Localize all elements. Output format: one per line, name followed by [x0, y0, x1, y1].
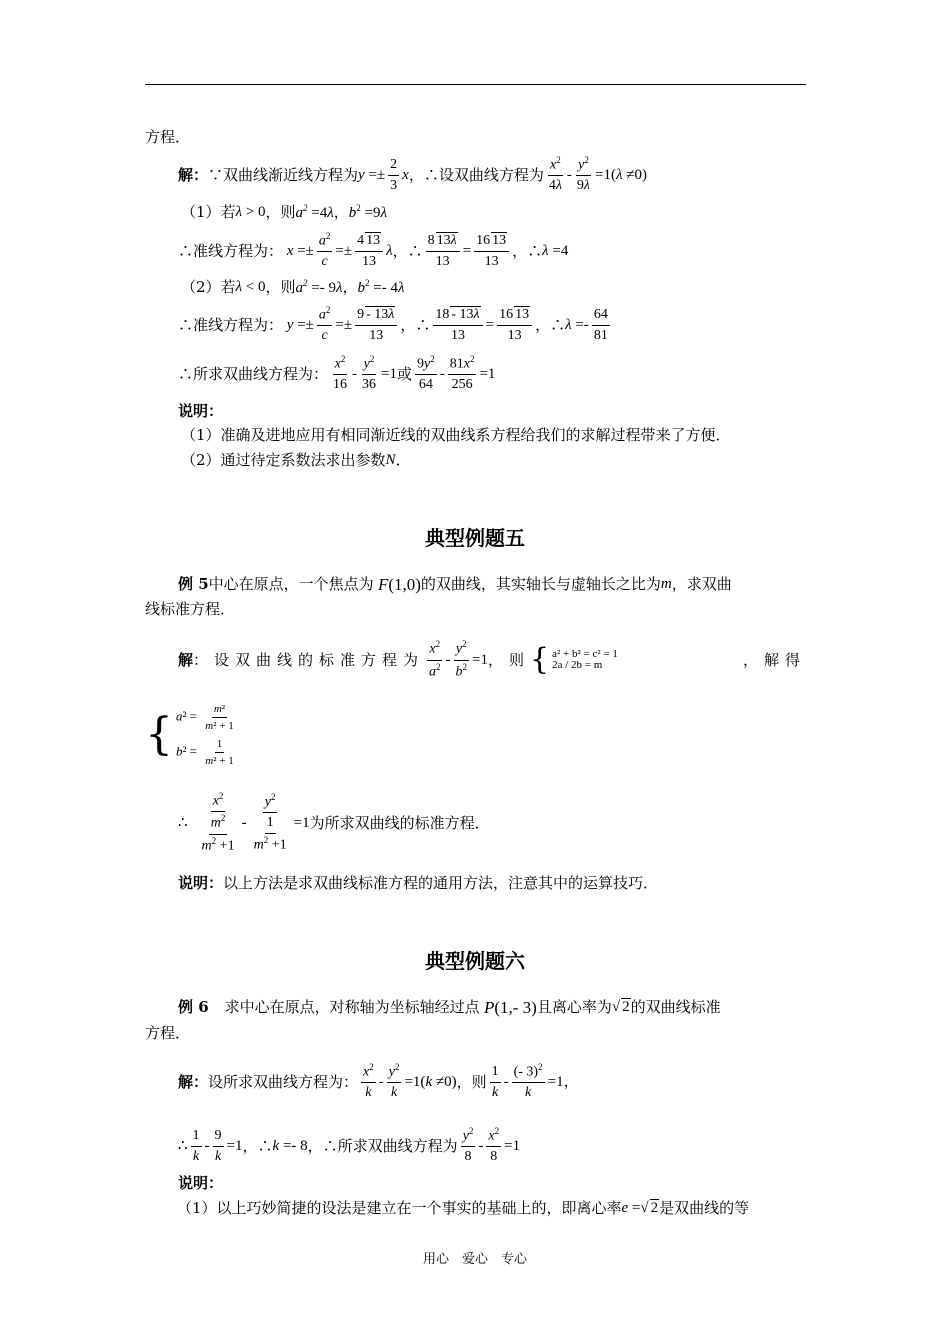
- math-expr: x: [283, 242, 294, 259]
- answer-line: ∴所求双曲线方程为： $x^2$ 16 - $\frac{y^2}{36}$ =1 或 $9y^2$ 64 - $\frac{81x^2}{256}$ =1: [178, 354, 496, 393]
- fraction: $\frac{18 - 13\lambda}{13}$: [433, 307, 482, 343]
- equation-system-line: [145, 702, 806, 768]
- conclusion-line: ∴ $x^2$ $\frac{m^2}{m^2 +1}$ - $\frac{y^2}{\frac{1}{m^2 +1}}$ =1 为所求双曲线的标准方程．: [178, 791, 490, 854]
- fraction: $\frac{a^2}{c}$: [318, 231, 331, 270]
- problem-line: [145, 1018, 806, 1048]
- paragraph-text: 以上方法是求双曲线标准方程的通用方法，注意其中的运算技巧．: [223, 873, 659, 892]
- paragraph-text: 的双曲线标准: [630, 997, 721, 1016]
- fraction: $\frac{y^2}{b^2}$: [455, 639, 468, 680]
- fraction: $x^2$ 4λ: [548, 155, 562, 194]
- note-line: [145, 868, 806, 898]
- problem-line: [145, 594, 806, 624]
- math-expr: P: [479, 997, 495, 1017]
- solution-line: 解 ：设双曲线的标准方程为 $x^2$ $a^2$ - $\frac{y^2}{b^2}$ =1 ，则 { a² + b² = c² = 1 2a / 2b = m ，解得: [178, 639, 806, 680]
- solution-label: 解: [178, 650, 194, 669]
- equation-system: { a² + b² = c² = 1 2a / 2b = m: [530, 642, 618, 677]
- paragraph-text: 线标准方程．: [145, 599, 236, 618]
- fraction: $\frac{9}{k}$: [214, 1128, 222, 1164]
- fraction: $9y^2$ 64: [417, 354, 435, 393]
- math-expr: m: [660, 575, 672, 592]
- fraction: $\frac{(- 3)^2}{k}$: [513, 1062, 543, 1101]
- math-expr: e: [621, 1199, 629, 1216]
- paragraph-text: ∵双曲线渐近线方程为: [208, 165, 359, 184]
- math-expr: $a^2$: [295, 277, 308, 296]
- solution-line: 解： ∵双曲线渐近线方程为 y =± $\frac{2}{3}$ x ，∴设双曲线方程为 $x^2$ 4λ - $\frac{y^2}{9\lambda}$ =1(λ ≠0): [178, 155, 647, 194]
- fraction: $x^2$ $\frac{m^2}{m^2 +1}$: [201, 791, 235, 854]
- paragraph-text: 求中心在原点，对称轴为坐标轴经过点: [224, 997, 480, 1016]
- therefore-symbol: ∴: [178, 814, 188, 831]
- paragraph-text: ∴所求双曲线方程为：: [178, 364, 329, 383]
- fraction: $\frac{81x^2}{256}$: [449, 354, 475, 393]
- fraction: $\frac{8 13\lambda}{13}$: [426, 233, 460, 269]
- note-label: 说明：: [178, 1173, 224, 1192]
- fraction: $\frac{a^2}{c}$: [318, 305, 331, 344]
- math-expr: λ: [235, 278, 243, 295]
- paragraph-text: ，∴所求双曲线方程为: [307, 1136, 458, 1155]
- fraction: $x^2$ $a^2$: [429, 639, 441, 680]
- case-line: （2）若 λ < 0 ，则 $a^2$ =- 9λ，$b^2 =- 4\lambda$: [181, 277, 405, 296]
- note-label: 说明：: [178, 873, 224, 892]
- paragraph-text: ，∴: [392, 241, 423, 260]
- math-expr: F: [373, 574, 389, 594]
- problem-line: 例 5 中心在原点，一个焦点为 F (1,0) 的双曲线，其实轴长与虚轴长之比为 m ，求双曲: [178, 574, 732, 594]
- problem-line: 例 6 求中心在原点，对称轴为坐标轴经过点 P (1,- 3) 且离心率为 √ 2 的双曲线标准: [178, 997, 721, 1017]
- paragraph-text: 设所求双曲线方程为：: [208, 1072, 359, 1091]
- paragraph-text: （2）若: [181, 277, 236, 296]
- paragraph-text: （1）以上巧妙简捷的设法是建立在一个事实的基础上的，即离心率: [177, 1198, 622, 1217]
- paragraph-text: ，∴: [400, 315, 431, 334]
- paragraph-text: 方程．: [145, 1023, 191, 1042]
- derivation-line: ∴准线方程为： x =± $\frac{a^2}{c}$ =± $\frac{4 13}{13}$ λ ，∴ $\frac{8 13\lambda}{13}$ = $\frac{16 13}{13}$ ，∴ λ =4: [178, 231, 569, 270]
- paragraph-text: 方程．: [145, 127, 191, 146]
- paragraph-text: ，解得: [742, 650, 806, 669]
- paragraph-text: ，∴: [535, 315, 566, 334]
- paragraph-text: 为所求双曲线的标准方程．: [309, 813, 490, 832]
- solution-label: 解：: [178, 1072, 209, 1091]
- paragraph-text: 或: [396, 364, 412, 383]
- paragraph-text: 中心在原点，一个焦点为: [208, 574, 374, 593]
- paragraph-text: （2）通过待定系数法求出参数: [181, 450, 386, 469]
- derivation-line: ∴准线方程为： y =± $\frac{a^2}{c}$ =± $\frac{9 - 13\lambda}{13}$ ，∴ $\frac{18 - 13\lambda}{13}$ = $\frac{16 13}{13}$ ，∴ λ =- 64 81: [178, 305, 608, 344]
- fraction: $\frac{16 13}{13}$: [497, 307, 532, 343]
- section-heading: 典型例题五: [425, 526, 525, 550]
- case-line: （1）若 λ > 0 ，则 $a^2$ =4λ，$b^2 =9\lambda$: [181, 202, 387, 221]
- paragraph-text: ，则: [488, 650, 531, 669]
- fraction: 1 k: [192, 1128, 200, 1164]
- math-expr: $a^2$: [295, 202, 308, 221]
- paragraph-text: ，∴设双曲线方程为: [408, 165, 544, 184]
- paragraph-text: 的双曲线，其实轴长与虚轴长之比为: [420, 574, 661, 593]
- fraction: 1 k: [491, 1064, 499, 1100]
- math-expr: y: [358, 166, 365, 183]
- equation-system: { a² = $\frac{\text{m²}}{\text{m² + 1}}$ b² = $\frac{1}{\text{m² + 1}}$: [145, 702, 234, 768]
- example-label: 例 6: [178, 997, 209, 1016]
- paragraph-text: ：设双曲线的标准方程为: [193, 650, 425, 669]
- paragraph-text: ，则: [265, 202, 296, 221]
- fraction: $x^2$ k: [363, 1062, 374, 1101]
- paragraph-text: （1）若: [181, 202, 236, 221]
- fraction: $\frac{2}{3}$: [390, 157, 398, 193]
- section-heading: 典型例题六: [425, 949, 525, 973]
- page-footer: 用心 爱心 专心: [422, 1252, 527, 1267]
- fraction: $x^2$ 16: [333, 354, 348, 393]
- math-expr: y: [283, 316, 294, 333]
- paragraph-text: ．: [395, 450, 411, 469]
- solution-line: 解： 设所求双曲线方程为： $x^2$ k - $\frac{y^2}{k}$ =1(k ≠0) ，则 1 k - $\frac{(- 3)^2}{k}$ =1，: [178, 1062, 579, 1101]
- math-expr: √ 2: [611, 998, 630, 1015]
- fraction: $\frac{9 - 13\lambda}{13}$: [355, 307, 397, 343]
- fraction: $y^2$ 8: [462, 1126, 474, 1165]
- fraction: $\frac{16 13}{13}$: [474, 233, 509, 269]
- paragraph-text: （1）准确及进地应用有相同渐近线的双曲线系方程给我们的求解过程带来了方便．: [181, 425, 731, 444]
- paragraph-text: 且离心率为: [536, 997, 612, 1016]
- fraction: $\frac{y^2}{36}$: [362, 354, 377, 393]
- note-line: [145, 445, 806, 475]
- solution-label: 解：: [178, 165, 209, 184]
- note-line: （1）以上巧妙简捷的设法是建立在一个事实的基础上的，即离心率 e =√ 2 是双曲线的等: [177, 1198, 750, 1217]
- math-expr: k: [272, 1137, 280, 1154]
- paragraph-text: ，则: [265, 277, 296, 296]
- therefore-symbol: ∴: [178, 1137, 188, 1154]
- note-label: 说明：: [178, 401, 224, 420]
- paragraph-text: ，则: [456, 1072, 487, 1091]
- fraction: $\frac{y^2}{k}$: [388, 1062, 400, 1101]
- paragraph-text: ，∴: [242, 1136, 273, 1155]
- fraction: 64 81: [593, 307, 608, 343]
- paragraph-text: ，∴: [512, 241, 543, 260]
- text-line: [145, 122, 806, 152]
- math-expr: λ: [235, 203, 243, 220]
- example-label: 例 5: [178, 574, 209, 593]
- paragraph-text: ∴准线方程为：: [178, 315, 284, 334]
- paragraph-text: ∴准线方程为：: [178, 241, 284, 260]
- derivation-line: ∴ 1 k - $\frac{9}{k}$ =1 ，∴ k =- 8 ，∴所求双曲线方程为 $y^2$ 8 - $\frac{x^2}{8}$ =1: [178, 1126, 521, 1165]
- fraction: $\frac{y^2}{\frac{1}{m^2 +1}}$: [253, 792, 287, 853]
- header-rule: [145, 84, 806, 85]
- fraction: $\frac{x^2}{8}$: [488, 1126, 500, 1165]
- fraction: $\frac{y^2}{9\lambda}$: [576, 155, 590, 194]
- paragraph-text: ，求双曲: [671, 574, 732, 593]
- math-var: N: [385, 451, 396, 468]
- paragraph-text: 是双曲线的等: [659, 1198, 750, 1217]
- fraction: $\frac{4 13}{13}$: [355, 233, 383, 269]
